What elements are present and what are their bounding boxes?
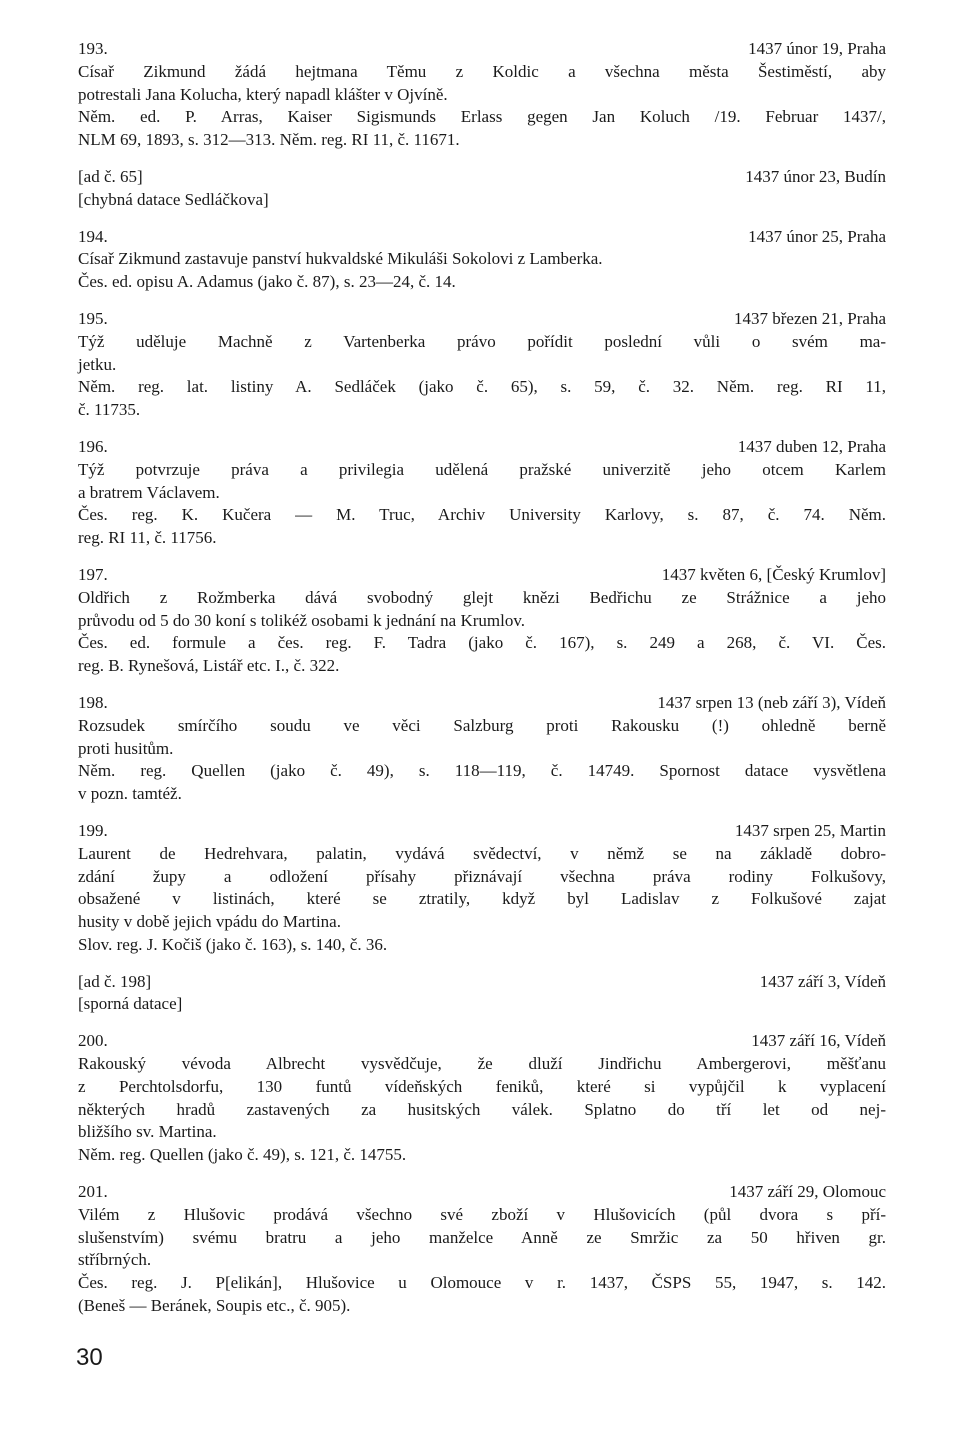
- entry-header: [78, 692, 886, 715]
- entry-header: [78, 1030, 886, 1053]
- entry-header: [78, 166, 886, 189]
- entry-text-line: Něm. reg. Quellen (jako č. 49), s. 121, č. 14755.: [78, 1145, 407, 1165]
- entry-header: [78, 226, 886, 249]
- entry-number: 193.: [78, 39, 108, 58]
- entry-text-line: Čes. reg. K. Kučera — M. Truc, Archiv University Karlovy, s. 87, č. 74. Něm.: [78, 505, 886, 525]
- entry-date: 1437 únor 19, Praha: [748, 39, 886, 58]
- entry-text-line: bližšího sv. Martina.: [78, 1122, 217, 1142]
- entry-date: 1437 květen 6, [Český Krumlov]: [661, 564, 886, 584]
- entry-text-line: [chybná datace Sedláčkova]: [78, 189, 269, 209]
- entry-text-line: Čes. ed. formule a čes. reg. F. Tadra (jako č. 167), s. 249 a 268, č. VI. Čes.: [78, 633, 886, 653]
- entry-198: [78, 692, 886, 806]
- entry-number: 195.: [78, 308, 108, 328]
- entry-200: [78, 1030, 886, 1167]
- entry-header: [78, 308, 886, 331]
- entry-ad-198: [78, 971, 886, 1017]
- entry-text-line: Čes. reg. J. P[elikán], Hlušovice u Olomouce v r. 1437, ČSPS 55, 1947, s. 142.: [78, 1273, 886, 1293]
- entry-date: 1437 srpen 25, Martin: [734, 820, 886, 840]
- entry-date: 1437 únor 23, Budín: [745, 166, 886, 186]
- entry-header: [78, 564, 886, 587]
- entry-number: [ad č. 65]: [78, 166, 143, 186]
- entry-201: [78, 1181, 886, 1318]
- entry-text-line: stříbrných.: [78, 1250, 152, 1270]
- entry-text-line: průvodu od 5 do 30 koní s tolikéž osobami k jednání na Krumlov.: [78, 610, 525, 630]
- entry-text-line: z Perchtolsdorfu, 130 funtů vídeňských feniků, které si vypůjčil k vyplacení: [78, 1076, 886, 1096]
- entry-text-line: v pozn. tamtéž.: [78, 784, 182, 804]
- entry-number: 197.: [78, 564, 108, 584]
- entry-date: 1437 srpen 13 (neb září 3), Vídeň: [657, 692, 886, 712]
- entry-199: [78, 820, 886, 957]
- entry-193: [78, 38, 886, 152]
- entry-date: 1437 duben 12, Praha: [737, 436, 886, 456]
- entry-header: [78, 38, 886, 61]
- entry-text-line: Slov. reg. J. Kočiš (jako č. 163), s. 140, č. 36.: [78, 934, 388, 954]
- entry-text-line: Vilém z Hlušovic prodává všechno své zboží v Hlušovicích (půl dvora s pří-: [78, 1204, 886, 1224]
- entry-text-line: Rozsudek smírčího soudu ve věci Salzburg proti Rakousku (!) ohledně berně: [78, 715, 886, 735]
- document-page: [78, 38, 886, 1318]
- entry-text-line: NLM 69, 1893, s. 312—313. Něm. reg. RI 11, č. 11671.: [78, 130, 460, 150]
- entry-date: 1437 březen 21, Praha: [733, 308, 886, 328]
- entry-header: [78, 820, 886, 843]
- entry-text-line: proti husitům.: [78, 738, 174, 758]
- entry-text-line: Oldřich z Rožmberka dává svobodný glejt knězi Bedřichu ze Strážnice a jeho: [78, 587, 886, 607]
- entry-text-line: Císař Zikmund žádá hejtmana Těmu z Koldic a všechna města Šestiměstí, aby: [78, 61, 886, 81]
- entry-text-line: Císař Zikmund zastavuje panství hukvaldské Mikuláši Sokolovi z Lamberka.: [78, 249, 603, 269]
- entry-header: [78, 436, 886, 459]
- page-number: 30: [76, 1344, 103, 1371]
- entry-number: [ad č. 198]: [78, 971, 152, 991]
- entry-text-line: [sporná datace]: [78, 994, 183, 1014]
- entry-text-line: jetku.: [78, 354, 117, 374]
- entry-text-line: slušenstvím) svému bratru a jeho manželce Anně ze Smržic za 50 hřiven gr.: [78, 1227, 886, 1247]
- entry-194: [78, 226, 886, 294]
- entry-number: 198.: [78, 692, 108, 712]
- entry-197: [78, 564, 886, 678]
- entry-text-line: Rakouský vévoda Albrecht vysvědčuje, že dluží Jindřichu Ambergerovi, měšťanu: [78, 1054, 886, 1074]
- entry-text-line: Laurent de Hedrehvara, palatin, vydává svědectví, v němž se na základě dobro-: [78, 843, 886, 863]
- entry-date: 1437 září 3, Vídeň: [759, 971, 886, 991]
- entry-text-line: Týž uděluje Machně z Vartenberka právo pořídit poslední vůli o svém ma-: [78, 331, 886, 351]
- entry-text-line: potrestali Jana Kolucha, který napadl klášter v Ojvíně.: [78, 84, 448, 104]
- entry-195: [78, 308, 886, 422]
- entry-header: [78, 971, 886, 994]
- entry-text-line: reg. RI 11, č. 11756.: [78, 528, 217, 548]
- entry-text-line: zdání župy a odložení přísahy přiznávají všechna práva rodiny Folkušovy,: [78, 866, 886, 886]
- entry-date: 1437 září 16, Vídeň: [751, 1031, 886, 1051]
- entry-text-line: a bratrem Václavem.: [78, 482, 220, 502]
- entry-196: [78, 436, 886, 550]
- entry-text-line: obsažené v listinách, které se ztratily, když byl Ladislav z Folkušové zajat: [78, 889, 886, 909]
- entry-ad-65: [78, 166, 886, 212]
- entry-text-line: (Beneš — Beránek, Soupis etc., č. 905).: [78, 1296, 351, 1316]
- entry-date: 1437 únor 25, Praha: [748, 226, 886, 246]
- entry-text-line: husity v době jejich vpádu do Martina.: [78, 912, 341, 932]
- entry-text-line: některých hradů zastavených za husitských válek. Splatno do tří let od nej-: [78, 1099, 886, 1119]
- entry-header: [78, 1181, 886, 1204]
- entry-text-line: Něm. reg. lat. listiny A. Sedláček (jako č. 65), s. 59, č. 32. Něm. reg. RI 11,: [78, 377, 886, 397]
- entry-number: 196.: [78, 436, 108, 456]
- entry-text-line: reg. B. Rynešová, Listář etc. I., č. 322.: [78, 656, 340, 676]
- entry-text-line: Týž potvrzuje práva a privilegia udělená pražské univerzitě jeho otcem Karlem: [78, 459, 886, 479]
- entry-text-line: č. 11735.: [78, 400, 141, 420]
- entry-number: 200.: [78, 1031, 108, 1051]
- entry-text-line: Něm. reg. Quellen (jako č. 49), s. 118—119, č. 14749. Spornost datace vysvětlena: [78, 761, 886, 781]
- entry-text-line: Čes. ed. opisu A. Adamus (jako č. 87), s. 23—24, č. 14.: [78, 272, 456, 292]
- entry-text-line: Něm. ed. P. Arras, Kaiser Sigismunds Erlass gegen Jan Koluch /19. Februar 1437/,: [78, 107, 886, 127]
- entry-number: 199.: [78, 820, 108, 840]
- entry-number: 194.: [78, 226, 108, 246]
- entry-date: 1437 září 29, Olomouc: [729, 1182, 886, 1202]
- entry-number: 201.: [78, 1182, 108, 1202]
